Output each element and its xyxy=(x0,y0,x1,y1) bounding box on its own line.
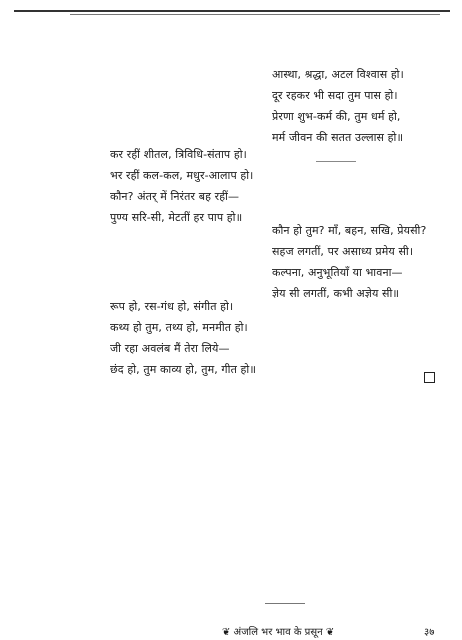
stanza-line: कथ्य हो तुम, तथ्य हो, मनमीत हो। xyxy=(110,321,248,334)
stanza-line: प्रेरणा शुभ-कर्म की, तुम धर्म हो, xyxy=(272,110,401,123)
stanza-line: कर रहीं शीतल, त्रिविधि-संताप हो। xyxy=(110,148,247,161)
stanza-1 xyxy=(272,64,404,148)
stanza-line: आस्था, श्रद्धा, अटल विश्वास हो। xyxy=(272,68,404,81)
stanza-line: भर रहीं कल-कल, मधुर-आलाप हो। xyxy=(110,169,254,182)
stanza-4 xyxy=(110,296,256,380)
stanza-line: छंद हो, तुम काव्य हो, तुम, गीत हो॥ xyxy=(110,363,257,376)
stanza-line: कौन? अंतर् में निरंतर बह रहीं— xyxy=(110,190,240,203)
stanza-line: जी रहा अवलंब मैं तेरा लिये— xyxy=(110,342,230,355)
stanza-line: कौन हो तुम? माँ, बहन, सखि, प्रेयसी? xyxy=(272,224,427,237)
stanza-3 xyxy=(272,220,426,304)
stanza-line: ज्ञेय सी लगतीं, कभी अज्ञेय सी॥ xyxy=(272,287,400,300)
stanza-line: दूर रहकर भी सदा तुम पास हो। xyxy=(272,89,398,102)
footer-book-title: ❦ अंजलि भर भाव के प्रसून ❦ xyxy=(222,627,335,638)
stanza-line: पुण्य सरि-सी, मेटतीं हर पाप हो॥ xyxy=(110,211,243,224)
stanza-2 xyxy=(110,144,253,228)
section-divider xyxy=(316,161,356,162)
top-border-rule xyxy=(14,10,450,12)
page-number: ३७ xyxy=(424,627,435,638)
top-border-rule-thin xyxy=(70,14,440,15)
stanza-line: कल्पना, अनुभूतियाँ या भावना— xyxy=(272,266,403,279)
footer-divider xyxy=(265,603,305,604)
stanza-line: मर्म जीवन की सतत उल्लास हो॥ xyxy=(272,131,404,144)
stanza-line: सहज लगतीं, पर असाध्य प्रमेय सी। xyxy=(272,245,414,258)
stanza-line: रूप हो, रस-गंध हो, संगीत हो। xyxy=(110,300,234,313)
end-of-poem-square-icon xyxy=(424,372,435,383)
